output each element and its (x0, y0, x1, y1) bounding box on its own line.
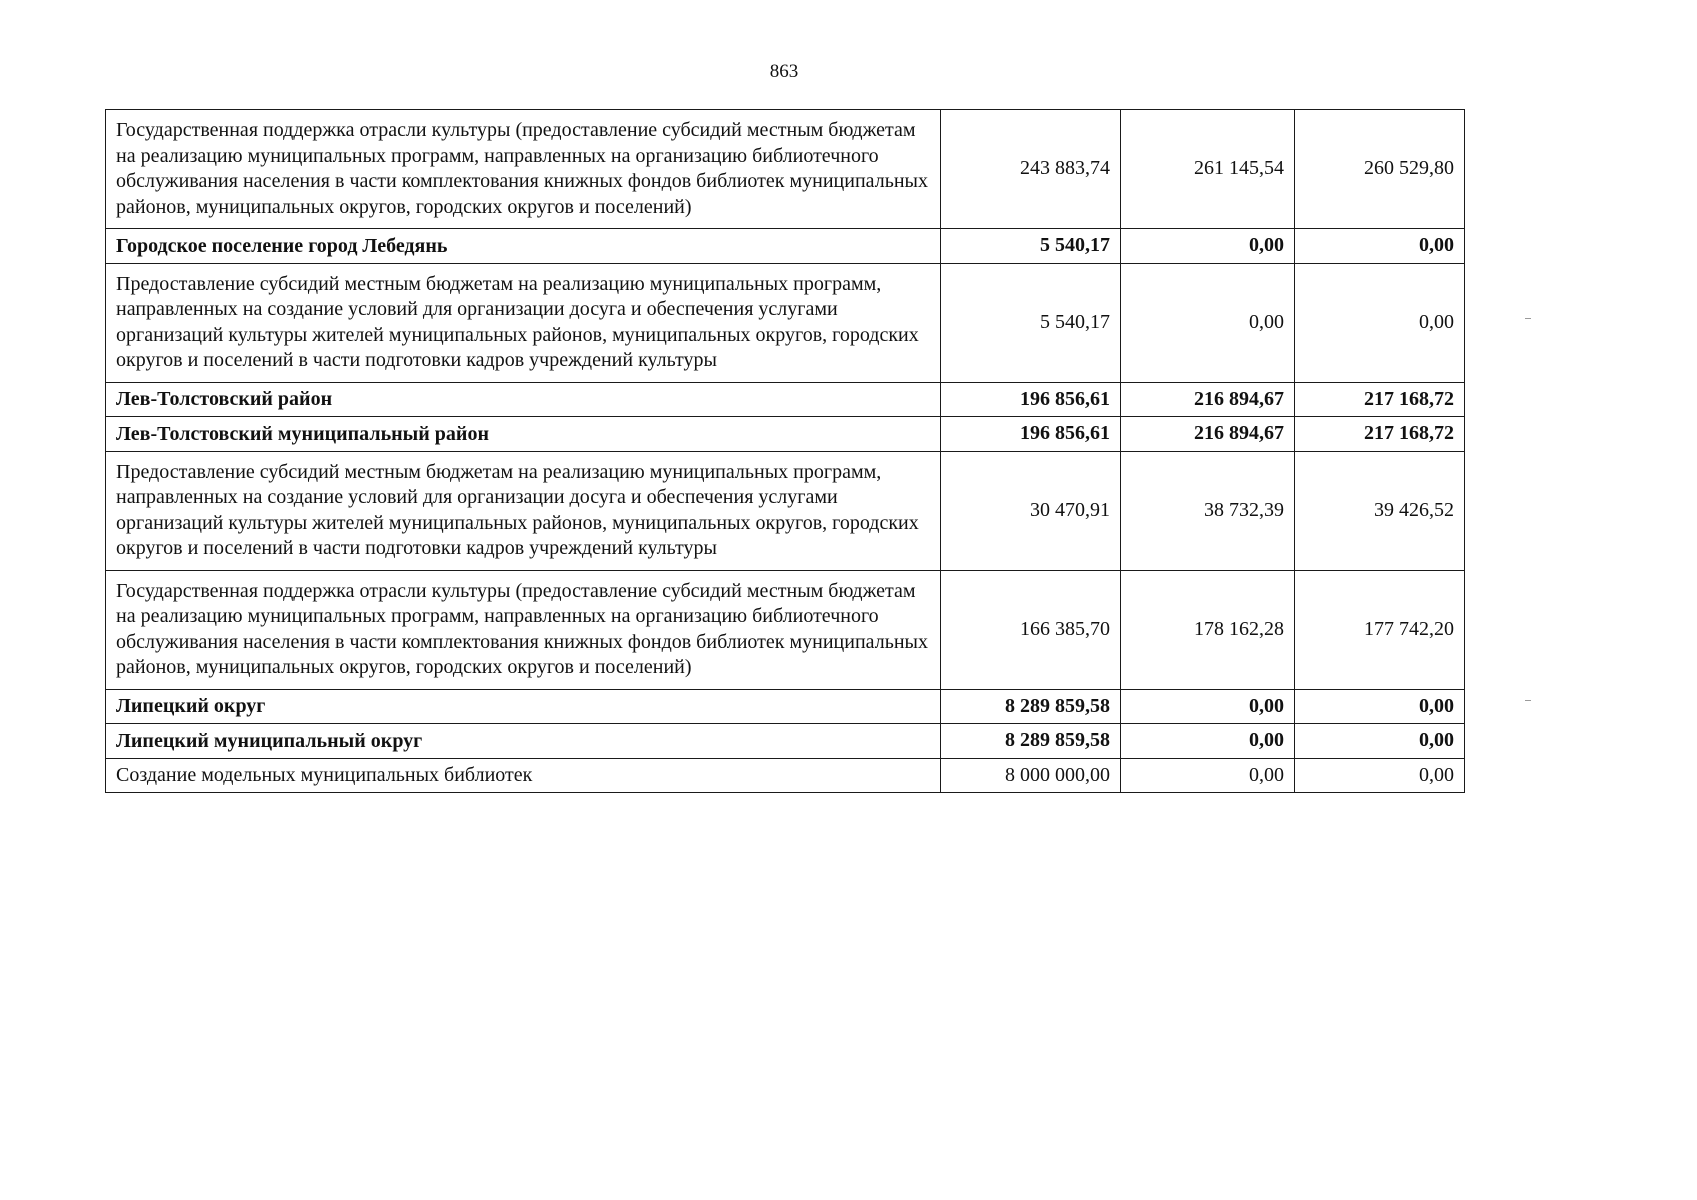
row-description: Лев-Толстовский район (106, 382, 941, 417)
amount-year-1: 196 856,61 (941, 382, 1121, 417)
budget-table (105, 109, 1465, 793)
amount-year-1: 5 540,17 (941, 229, 1121, 264)
amount-year-3: 217 168,72 (1295, 382, 1465, 417)
table-row-group (106, 417, 1465, 452)
amount-year-2: 0,00 (1121, 689, 1295, 724)
scan-edge-mark (1525, 700, 1531, 701)
row-description: Предоставление субсидий местным бюджетам на реализацию муниципальных программ, направленных на создание условий для организации досуга и обеспечения услугами организаций культуры жителей муниципальных районов, муниципальных округов, городских округов и поселений в части подготовки кадров учреждений культуры (106, 263, 941, 382)
row-description: Предоставление субсидий местным бюджетам на реализацию муниципальных программ, направленных на создание условий для организации досуга и обеспечения услугами организаций культуры жителей муниципальных районов, муниципальных округов, городских округов и поселений в части подготовки кадров учреждений культуры (106, 451, 941, 570)
amount-year-3: 0,00 (1295, 758, 1465, 793)
amount-year-2: 216 894,67 (1121, 417, 1295, 452)
amount-year-1: 166 385,70 (941, 570, 1121, 689)
table-row-group (106, 689, 1465, 724)
page-number: 863 (769, 61, 799, 82)
row-description: Лев-Толстовский муниципальный район (106, 417, 941, 452)
amount-year-2: 261 145,54 (1121, 110, 1295, 229)
amount-year-3: 0,00 (1295, 263, 1465, 382)
row-description: Липецкий округ (106, 689, 941, 724)
amount-year-3: 217 168,72 (1295, 417, 1465, 452)
amount-year-1: 8 289 859,58 (941, 724, 1121, 759)
amount-year-1: 5 540,17 (941, 263, 1121, 382)
amount-year-2: 38 732,39 (1121, 451, 1295, 570)
table-row-group (106, 382, 1465, 417)
amount-year-2: 0,00 (1121, 229, 1295, 264)
table-row (106, 263, 1465, 382)
amount-year-2: 0,00 (1121, 263, 1295, 382)
row-description: Липецкий муниципальный округ (106, 724, 941, 759)
row-description: Государственная поддержка отрасли культуры (предоставление субсидий местным бюджетам на реализацию муниципальных программ, направленных на организацию библиотечного обслуживания населения в части комплектования книжных фондов библиотек муниципальных районов, муниципальных округов, городских округов и поселений) (106, 570, 941, 689)
amount-year-3: 0,00 (1295, 229, 1465, 264)
amount-year-1: 8 289 859,58 (941, 689, 1121, 724)
table-row (106, 451, 1465, 570)
amount-year-2: 0,00 (1121, 758, 1295, 793)
table-row (106, 570, 1465, 689)
row-description: Создание модельных муниципальных библиотек (106, 758, 941, 793)
table-row (106, 110, 1465, 229)
amount-year-2: 216 894,67 (1121, 382, 1295, 417)
amount-year-3: 0,00 (1295, 689, 1465, 724)
row-description: Городское поселение город Лебедянь (106, 229, 941, 264)
amount-year-3: 260 529,80 (1295, 110, 1465, 229)
amount-year-3: 0,00 (1295, 724, 1465, 759)
scan-edge-mark (1525, 318, 1531, 319)
amount-year-2: 178 162,28 (1121, 570, 1295, 689)
amount-year-3: 39 426,52 (1295, 451, 1465, 570)
amount-year-1: 30 470,91 (941, 451, 1121, 570)
table-row-group (106, 229, 1465, 264)
table-row-group (106, 724, 1465, 759)
amount-year-1: 196 856,61 (941, 417, 1121, 452)
amount-year-1: 8 000 000,00 (941, 758, 1121, 793)
table-row (106, 758, 1465, 793)
amount-year-1: 243 883,74 (941, 110, 1121, 229)
amount-year-2: 0,00 (1121, 724, 1295, 759)
row-description: Государственная поддержка отрасли культуры (предоставление субсидий местным бюджетам на реализацию муниципальных программ, направленных на организацию библиотечного обслуживания населения в части комплектования книжных фондов библиотек муниципальных районов, муниципальных округов, городских округов и поселений) (106, 110, 941, 229)
amount-year-3: 177 742,20 (1295, 570, 1465, 689)
